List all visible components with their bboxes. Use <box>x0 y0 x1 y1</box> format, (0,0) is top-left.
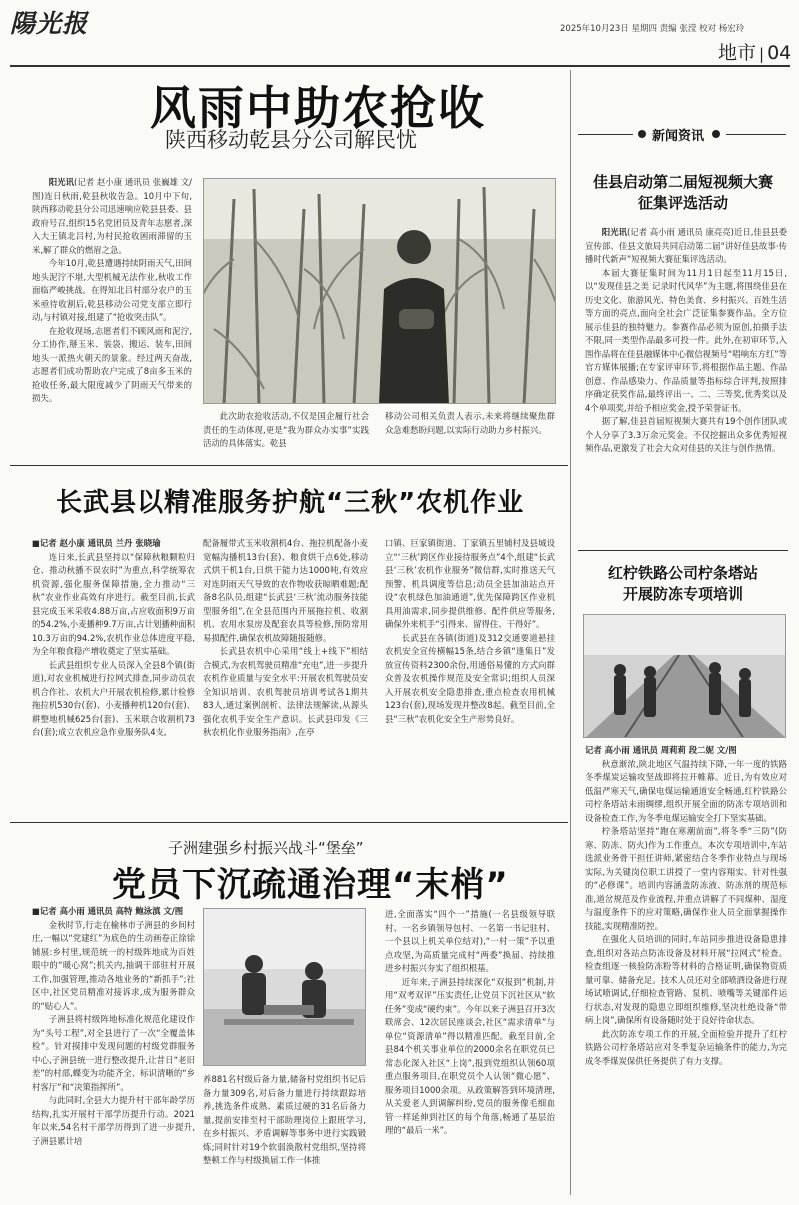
story2-column-1 <box>32 537 195 810</box>
dateline: 2025年10月23日 星期四 责编 张滢 校对 杨宏玲 <box>560 24 745 34</box>
right-column-divider <box>570 70 571 1195</box>
story2-column-2 <box>203 537 368 810</box>
story2-headline: 长武县以精准服务护航“三秋”农机作业 <box>56 488 525 518</box>
story2-bottom-rule <box>10 822 568 823</box>
story3-paragraph: 近年来,子洲县持续深化“双报到”机制,并用“双考双评”压实责任,让党员下沉社区从“软任务”变成“硬约束”。今年以来子洲县召开3次联席会、12次居民座谈会,社区“需求清单”与单位“资源清单”得以精准匹配。截至目前,全县84个机关事业单位的2000余名在职党员已常态化深入社区“上岗”,报到党组织认领60项重点服务项目,在职党员个人认领“微心愿”、服务项目1000余项。从政策解答到环境清理,从关爱老人到调解纠纷,党员的服务像毛细血管一样延伸到社区的每个角落,畅通了基层治理的“最后一米”。 <box>385 976 555 1135</box>
story1-subhead: 陕西移动乾县分公司解民忧 <box>165 128 417 152</box>
masthead-logo <box>10 4 110 44</box>
story1-byline-detail: (记者 赵小康 通讯员 张巍雄 文/图) <box>32 177 192 201</box>
railway-training-photo <box>583 614 786 738</box>
story2-column-3 <box>385 537 555 810</box>
party-members-illustration <box>204 909 366 1066</box>
news-flash-dot-icon <box>712 130 720 138</box>
news2-paragraph: 柠条塔站坚持“跑在寒潮前面”,将冬季“三防”(防寒、防冻、防火)作为工作重点。本次专项培训中,车站选派业务骨干担任讲师,紧密结合冬季作业特点与现场实际,为关键岗位职工讲授了一堂内容翔实、针对性强的“必修课”。培训内容涵盖防冻液、防冻剂的规范标准,道岔规范及作业流程,并重点讲解了不同煤种、湿度与温度条件下的应对策略,确保作业人员全面掌握操作技能,实现精准防控。 <box>585 826 787 931</box>
news1-headline-line2: 征集评选活动 <box>637 194 728 212</box>
news-flash-label: 新闻资讯 <box>652 129 705 144</box>
story3-paragraph: 进,全面落实“四个一”措施(一名县级领导联村、一名乡镇领导包村、一名第一书记驻村、一个县以上机关单位结对),“一村一策”予以重点攻坚,为高质量完成村“两委”换届、持续推进乡村振兴夯实了组织根基。 <box>385 909 555 973</box>
news2-column <box>585 744 787 1199</box>
section-label: 地市 | 04 <box>718 42 792 64</box>
masthead-rule <box>10 65 790 67</box>
story1-paragraph: 在抢收现场,志愿者们不顾风雨和泥泞,分工协作,掰玉米、装袋、搬运、装车,田间地头一派热火朝天的景象。经过两天奋战,志愿者们成功帮助农户完成了8亩多玉米的抢收任务,最大限度减少了阴雨天气带来的损失。 <box>32 325 192 403</box>
story1-bottom-rule <box>10 465 568 466</box>
story2-paragraph: 口镇、巨家镇街道、丁家镇五里铺村及县城设立“‘三秋’跨区作业接待服务点”4个,组建“长武县‘三秋’农机作业服务”微信群,实时推送天气预警、机具调度等信息;动员全县加油站点开设“农机绿色加油通道”,优先保障跨区作业机具用油需求,同步提供维修、配件供应等服务,确保外来机手“引得来、留得住、干得好”。 <box>385 538 555 629</box>
logo-text: 陽光报 <box>10 9 89 38</box>
news-flash-rule-left <box>578 134 633 135</box>
story1-paragraph: 今年10月,乾县遭遇持续阴雨天气,田间地头泥泞不堪,大型机械无法作业,秋收工作面临严峻挑战。在得知北吕村部分农户的玉米亟待收割后,乾县移动公司党支部立即行动,与村镇对接,组建了“抢收突击队”。 <box>32 258 192 322</box>
story1-lead: 连日秋雨,乾县秋收告急。10月中下旬,陕西移动乾县分公司迅速响应乾县县委、县政府号召,组织15名党团员及青年志愿者,深入大王镇北吕村,为村民抢收困雨滞留的玉米,解了群众的燃眉之急。 <box>32 190 192 255</box>
story2-paragraph: 配备履带式玉米收割机4台、拖拉机配备小麦宽幅沟播机13台(套)、粮食烘干点6处,移动式烘干机1台,日烘干能力达1000吨,有效应对连阴雨天气导致的农作物收获晾晒难题;配备8名队员,组建“长武县‘三秋’流动服务技能型服务组”,在全县范围内开展拖拉机、收割机、农用水泵房及配套农具等检修,预防常用易损配件,确保农机故障随报随修。 <box>203 538 368 643</box>
news1-paragraph: 本届大赛征集时间为11月1日起至11月15日,以“发现佳县之美 记录时代风华”为主题,将围绕佳县在历史文化、旅游风光、特色美食、乡村振兴、百姓生活等方面的亮点,面向全社会广泛征集参赛作品。全方位展示佳县的独特魅力。参赛作品必须为原创,拍摄手法不限,同一类型作品最多可投一件。此外,在初审环节,入围作品将在佳县融媒体中心微信视频号“唱响东方红”等官方媒体展播;在专家评审环节,将根据作品主题、作品创意、作品感染力、作品质量等指标综合评判,按照排序确定获奖作品,最终评出一、二、三等奖,优秀奖以及4个单项奖,并给予相应奖金,授予荣誉证书。 <box>585 267 787 413</box>
section-name: 地市 <box>718 42 757 64</box>
news2-headline <box>578 563 788 605</box>
story3-column-3 <box>385 908 555 1200</box>
story2-paragraph: 长武县农机中心采用“线上+线下”相结合模式,为农机驾驶员精准“充电”,进一步提升农机作业质量与安全水平:开展农机驾驶员安全知识培训、农机驾驶员培训考试各1期共83人,通过案例剖析、法律法规解读,从源头强化农机手安全生产意识。长武县印发《三秋农机化作业服务指南》,在亭 <box>203 646 368 737</box>
cornfield-photo <box>203 178 556 404</box>
story2-paragraph: 连日来,长武县坚持以“保障秋粮颗粒归仓、推动秋播不误农时”为重点,科学统筹农机资源,强化服务保障措施,全力推动“三秋”农业作业高效有序进行。截至目前,长武县完成玉米采收4.88万亩,占应收面积9万亩的54.2%,小麦播种9.7万亩,占计划播种面积10.3万亩的94.2%,农机作业总体进度平稳,为全年粮食稳产增收奠定了坚实基础。 <box>32 551 195 656</box>
story2-paragraph: 长武县组织专业人员深入全县8个镇(街道),对农业机械进行拉网式排查,同步动员农机合作社、农机大户开展农机检修,累计检修拖拉机530台(套)、小麦播种机120台(套)、耕整地机械625台(套)、玉米联合收割机73台(套);成立农机应急作业服务队4支, <box>32 659 195 737</box>
story3-kicker: 子洲建强乡村振兴战斗“堡垒” <box>168 839 364 857</box>
news1-lead: 近日,佳县县委宣传部、佳县文旅局共同启动第二届“讲好佳县故事·传播时代新声”短视频大赛征集评选活动。 <box>585 227 787 264</box>
news2-paragraph: 此次防冻专项工作的开展,全面检验并提升了红柠铁路公司柠条塔站应对冬季复杂运输条件的能力,为完成冬季煤炭保供任务提供了有力支撑。 <box>585 1028 787 1066</box>
story2-byline: ■记者 赵小康 通讯员 兰丹 张晓瑜 <box>32 538 161 548</box>
cornfield-illustration <box>204 179 556 404</box>
news-flash-rule-right <box>726 134 786 135</box>
party-members-photo <box>203 908 366 1066</box>
news2-paragraph: 秋意渐浓,陕北地区气温持续下降,一年一度的铁路冬季煤炭运输攻坚战即将拉开帷幕。近日,为有效应对低温严寒天气,确保电煤运输通道安全畅通,红柠铁路公司柠条塔站未雨绸缪,组织开展全面的防冻专项培训和设备检查工作,为冬季电煤运输安全打下坚实基础。 <box>585 758 787 823</box>
story3-paragraph: 子洲县将村级阵地标准化规范化建设作为“头号工程”,对全县进行了一次“全覆盖体检”。针对摸排中发现问题的村级党群服务中心,子洲县统一进行整改提升,让昔日“老旧差”的村部,蝶变为功能齐全、标识清晰的“乡村客厅”和“决策指挥所”。 <box>32 1014 195 1092</box>
news2-byline: 记者 高小雨 通讯员 周莉莉 段二妮 文/图 <box>585 745 737 755</box>
news1-column <box>585 226 787 544</box>
story1-byline: 阳光讯 <box>48 177 75 187</box>
news-flash-header <box>578 120 788 148</box>
story1-continuation-a: 此次助农抢收活动,不仅是国企履行社会责任的生动体现,更是“我为群众办实事”实践活动的具体落实。乾县 <box>203 411 369 448</box>
news1-byline-detail: (记者 高小雨 通讯员 康亮亮) <box>626 227 734 237</box>
news-divider <box>578 550 788 551</box>
story3-paragraph: 与此同时,全县大力提升村干部年龄学历结构,扎实开展村干部学历提升行动。2021年以来,54名村干部学历得到了进一步提升,子洲县累计培 <box>32 1095 195 1146</box>
news1-paragraph: 据了解,佳县首届短视频大赛共有19个创作团队或个人分享了3.3万余元奖金。不仅挖掘出众多优秀短视频作品,更激发了社会大众对佳县的关注与创作热情。 <box>585 416 787 453</box>
story3-column-2-bottom: 养881名村级后备力量,储备村党组织书记后备力量309名,对后备力量进行持续跟踪培养,挑选条件成熟、素质过硬的31名后备力量,提前安排至村干部助理岗位上跟班学习,在乡村振兴、矛盾调解等事务中进行实践锻炼;同时针对19个软弱涣散村党组织,坚持将整顿工作与村级换届工作一体推 <box>203 1074 366 1165</box>
story1-continuation-b: 移动公司相关负责人表示,未来将继续聚焦群众急难愁盼问题,以实际行动助力乡村振兴。 <box>385 411 555 435</box>
news1-headline <box>578 172 788 214</box>
news2-paragraph: 在强化人员培训的同时,车站同步推进设备隐患排查,组织对各站点防冻设备及材料开展“拉网式”检查。检查组逐一核验防冻粉等材料的合格证明,确保物资质量可靠、储备充足。技术人员还对全部喷洒设备进行现场试喷调试,仔细检查管路、泵机、喷嘴等关键部件运行状态,对发现的隐患立即组织维修,坚决杜绝设备“带病上岗”,确保所有设备随时处于良好待命状态。 <box>585 934 787 1025</box>
story3-headline: 党员下沉疏通治理“末梢” <box>112 865 509 905</box>
story1-headline: 风雨中助农抢收 <box>150 81 486 135</box>
story3-paragraph: 金秋时节,行走在榆林市子洲县的乡间村庄,一幅以“党建红”为底色的生动画卷正徐徐铺展:乡村里,规范统一的村级阵地成为百姓眼中的“暖心窝”;机关内,抽调干部驻村开展工作,加强管理,推动各地业务的“新抓手”;社区中,社区党员精准对接诉求,成为服务群众的“贴心人”。 <box>32 919 195 1011</box>
news2-headline-line2: 开展防冻专项培训 <box>622 585 743 603</box>
railway-illustration <box>584 615 786 738</box>
page-number: 04 <box>767 42 792 64</box>
news1-byline: 阳光讯 <box>601 227 627 237</box>
story3-column-1 <box>32 905 195 1200</box>
story2-paragraph: 长武县在各镇(街道)及312交通要道悬挂农机安全宣传横幅15条,结合乡镇“逢集日”发放宣传资料2300余份,用通俗易懂的方式向群众普及农机操作规范及安全常识;组织人员深入开展农机安全隐患排查,重点检查农用机械123台(套),现场发现并整改8起。截至目前,全县“三秋”农机化安全生产形势良好。 <box>385 632 555 724</box>
news-flash-dot-icon <box>638 130 646 138</box>
story1-column <box>32 176 192 454</box>
news1-headline-line1: 佳县启动第二届短视频大赛 <box>592 173 773 191</box>
story3-byline: ■记者 高小雨 通讯员 高特 鲍泳滇 文/图 <box>32 906 184 916</box>
news2-headline-line1: 红柠铁路公司柠条塔站 <box>607 564 758 582</box>
